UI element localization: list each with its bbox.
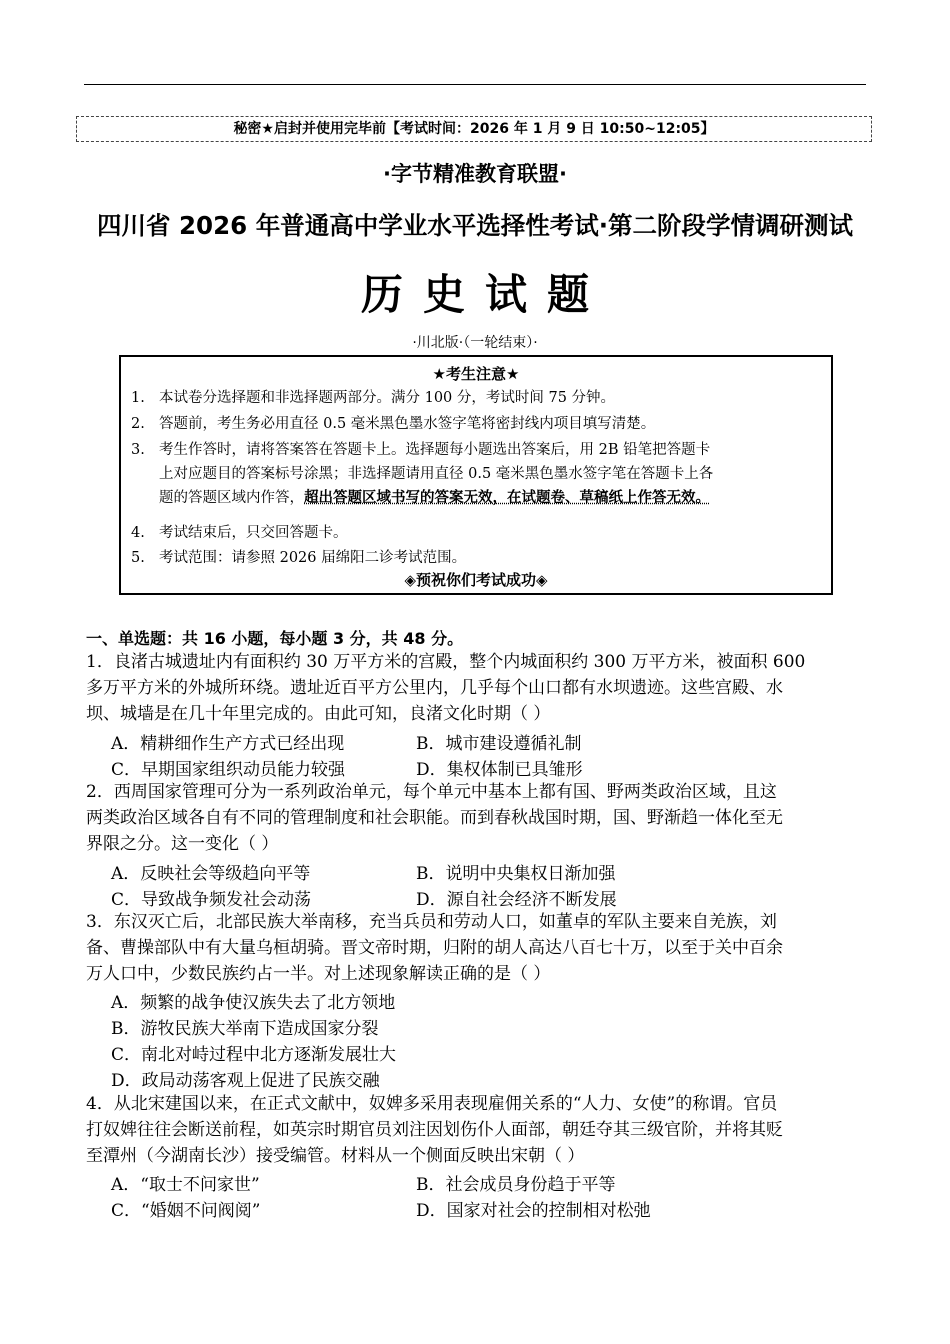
- option-b: B．游牧民族大举南下造成国家分裂: [111, 1019, 379, 1039]
- notice-item: 5. 考试范围：请参照 2026 届绵阳二诊考试范围。: [131, 550, 467, 566]
- option-b: B．说明中央集权日渐加强: [416, 864, 616, 884]
- question-text: 备、曹操部队中有大量乌桓胡骑。晋文帝时期，归附的胡人高达八百七十万，以至于关中百余: [86, 938, 783, 958]
- confidential-notice: 秘密★启封并使用完毕前【考试时间：2026 年 1 月 9 日 10:50~12:05】: [76, 116, 872, 142]
- question-text: 2．西周国家管理可分为一系列政治单元，每个单元中基本上都有国、野两类政治区域，且这: [86, 782, 777, 802]
- question-text: 4．从北宋建国以来，在正式文献中，奴婢多采用表现雇佣关系的“人力、女使”的称谓。官员: [86, 1094, 778, 1114]
- option-b: B．城市建设遵循礼制: [416, 734, 582, 754]
- question-text: 万人口中，少数民族约占一半。对上述现象解读正确的是（ ）: [86, 964, 551, 984]
- question-text: 3．东汉灭亡后，北部民族大举南移，充当兵员和劳动人口，如董卓的军队主要来自羌族，刘: [86, 912, 777, 932]
- option-d: D．政局动荡客观上促进了民族交融: [111, 1071, 380, 1091]
- subject-title: 历史试题: [360, 270, 609, 319]
- option-c: C．导致战争频发社会动荡: [111, 890, 312, 910]
- option-c: C．南北对峙过程中北方逐渐发展壮大: [111, 1045, 397, 1065]
- notice-item: 1. 本试卷分选择题和非选择题两部分。满分 100 分，考试时间 75 分钟。: [131, 390, 616, 406]
- good-luck-message: ◈预祝你们考试成功◈: [404, 571, 548, 589]
- option-c: C．早期国家组织动员能力较强: [111, 760, 346, 780]
- option-b: B．社会成员身份趋于平等: [416, 1175, 616, 1195]
- edition-label: ·川北版·（一轮结束）·: [412, 335, 538, 351]
- question-text: 界限之分。这一变化（ ）: [86, 834, 279, 854]
- notice-item: 2. 答题前，考生务必用直径 0.5 毫米黑色墨水签字笔将密封线内项目填写清楚。: [131, 416, 656, 432]
- question-text: 坝、城墙是在几十年里完成的。由此可知，良渚文化时期（ ）: [86, 704, 551, 724]
- section-title: 一、单选题：共 16 小题，每小题 3 分，共 48 分。: [86, 629, 464, 648]
- option-a: A．“取士不问家世”: [111, 1175, 260, 1195]
- option-a: A．精耕细作生产方式已经出现: [111, 734, 345, 754]
- option-c: C．“婚姻不问阀阅”: [111, 1201, 261, 1221]
- question-text: 多万平方米的外城所环绕。遗址近百平方公里内，几乎每个山口都有水坝遗迹。这些宫殿、水: [86, 678, 783, 698]
- top-rule: [84, 84, 866, 85]
- option-a: A．反映社会等级趋向平等: [111, 864, 311, 884]
- option-d: D．国家对社会的控制相对松弛: [416, 1201, 651, 1221]
- notice-item: 4. 考试结束后，只交回答题卡。: [131, 525, 348, 541]
- notice-title: ★考生注意★: [432, 365, 520, 383]
- question-text: 1．良渚古城遗址内有面积约 30 万平方米的宫殿，整个内城面积约 300 万平方米，被面积 600: [86, 652, 806, 672]
- question-text: 打奴婢往往会断送前程，如英宗时期官员刘注因划伤仆人面部，朝廷夺其三级官阶，并将其贬: [86, 1120, 783, 1140]
- option-a: A．频繁的战争使汉族失去了北方领地: [111, 993, 396, 1013]
- option-d: D．源自社会经济不断发展: [416, 890, 617, 910]
- exam-title: 四川省 2026 年普通高中学业水平选择性考试·第二阶段学情调研测试: [96, 211, 854, 240]
- question-text: 两类政治区域各自有不同的管理制度和社会职能。而到春秋战国时期，国、野渐趋一体化至无: [86, 808, 783, 828]
- emphasis-text: 超出答题区域书写的答案无效，在试题卷、草稿纸上作答无效。: [304, 490, 710, 506]
- option-d: D．集权体制已具雏形: [416, 760, 583, 780]
- notice-box: [119, 355, 833, 595]
- question-text: 至潭州（今湖南长沙）接受编管。材料从一个侧面反映出宋朝（ ）: [86, 1146, 585, 1166]
- alliance-name: ·字节精准教育联盟·: [383, 162, 567, 186]
- notice-item: 3. 考生作答时，请将答案答在答题卡上。选择题每小题选出答案后，用 2B 铅笔把答题卡 上对应题目的答案标号涂黑；非选择题请用直径 0.5 毫米黑色墨水签字笔在答题卡上各 题的答题区域内作答，超出答题区域书写的答案无效，在试题卷、草稿纸上作答无效。: [131, 442, 714, 506]
